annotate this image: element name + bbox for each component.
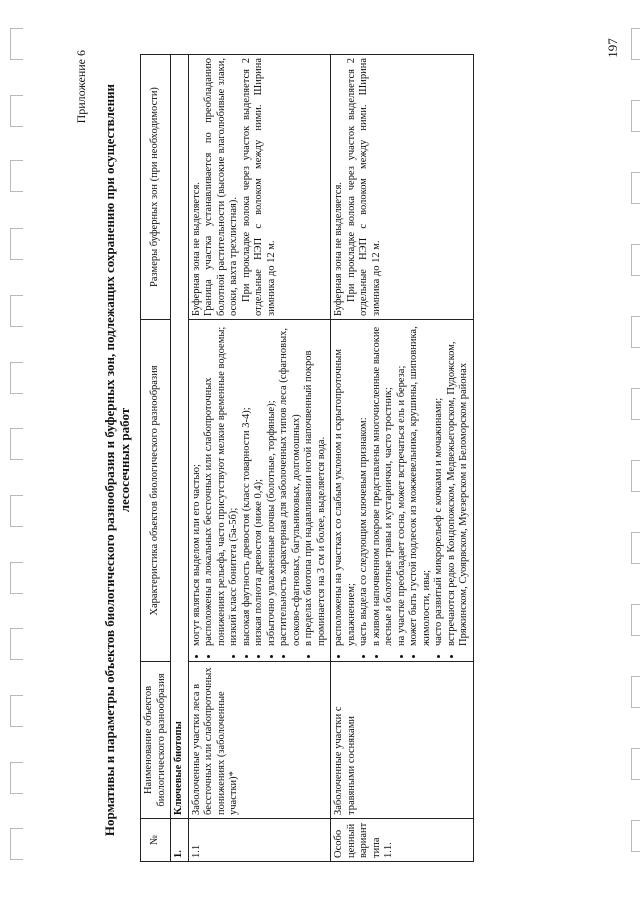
buffer-line: Буферная зона не выделяется. <box>190 182 202 316</box>
section-row <box>171 55 189 862</box>
punch-hole <box>631 388 640 420</box>
punch-hole <box>10 495 23 527</box>
list-item: • расположены в локальных бессточных или слабопроточных понижениях рельефа, часто присутствуют мелкие временные водоемы; <box>203 323 228 646</box>
punch-hole <box>631 28 640 60</box>
list-item: • избыточно увлажненные почвы (болотные, торфяные); <box>266 323 279 646</box>
list-item: • может быть густой подлесок из можжевельника, крушины, шиповника, жимолости, ивы; <box>408 323 433 646</box>
punch-hole <box>10 95 23 127</box>
row-buffer-zone <box>188 55 331 320</box>
section-number: 1. <box>171 819 189 862</box>
punch-hole <box>10 228 23 260</box>
row-number: 1.1 <box>188 819 331 862</box>
buffer-line: При прокладке волока через участок выделяется 2 отдельные НЭП с волоком между ними. Ширина зимника до 12 м. <box>345 58 382 316</box>
punch-hole <box>631 172 640 204</box>
biodiversity-table <box>140 54 474 862</box>
row-object-name: Заболоченные участки с травяными сосняками <box>331 662 474 819</box>
table-header-row <box>141 55 171 862</box>
list-item: • в живом напочвенном покрове представлены многочисленные высокие лесные и болотные травы и кустарнички, часто тростник; <box>371 323 396 646</box>
punch-hole <box>10 695 23 727</box>
table-row <box>331 55 474 862</box>
header-number: № <box>141 819 171 862</box>
list-item: • низкая полнота древостоя (ниже 0,4); <box>253 323 266 646</box>
punch-hole <box>631 820 640 852</box>
section-label: Ключевые биотопы <box>171 55 189 819</box>
appendix-label: Приложение 6 <box>74 50 88 124</box>
punch-hole <box>10 28 23 60</box>
punch-hole <box>10 628 23 660</box>
punch-hole <box>10 160 23 192</box>
punch-hole <box>10 428 23 460</box>
buffer-line: Буферная зона не выделяется. <box>333 182 344 316</box>
punch-hole <box>631 460 640 492</box>
punch-hole <box>631 532 640 564</box>
row-number: Особо ценный вариант типа 1.1. <box>331 819 474 862</box>
list-item: • часто развитый микрорельеф с кочками и мочажинами; <box>433 323 446 646</box>
list-item: • расположены на участках со слабым уклоном и скрытопроточным увлажнением; <box>333 323 358 646</box>
punch-hole <box>631 604 640 636</box>
document-title: Нормативы и параметры объектов биологического разнообразия и буферных зон, подлежащих сохранению при осуществлении лесосечных работ <box>102 83 132 837</box>
punch-hole <box>10 362 23 394</box>
rotated-page <box>62 40 622 880</box>
row-characteristics <box>188 320 331 662</box>
header-buffer-size: Размеры буферных зон (при необходимости) <box>141 55 171 320</box>
list-item: • в пределах биотопа при надавливании ногой напочвенный покров проминается на 3 см и более, выделяется вода. <box>303 323 328 646</box>
header-characteristics: Характеристика объектов биологического разнообразия <box>141 320 171 662</box>
punch-hole <box>10 828 23 860</box>
page-number: 197 <box>604 38 620 58</box>
header-object-name: Наименование объектов биологического разнообразия <box>141 662 171 819</box>
list-item: • высокая фаутность древостоя (класс товарности 3-4); <box>241 323 254 646</box>
list-item: • на участке преобладает сосна, может встречаться ель и береза; <box>396 323 409 646</box>
punch-hole <box>10 295 23 327</box>
punch-hole <box>631 244 640 276</box>
buffer-line: При прокладке волока через участок выделяется 2 отдельные НЭП с волоком между ними. Ширина зимника до 12 м. <box>240 58 277 316</box>
punch-hole <box>10 762 23 794</box>
punch-hole <box>10 562 23 594</box>
punch-hole <box>631 748 640 780</box>
list-item: • растительность характерная для заболоченных типов леса (сфагновых, осоково-сфагновых, багульниковых, долгомошных) <box>278 323 303 646</box>
table-row <box>188 55 331 862</box>
list-item: • часть выдела со следующим ключевым признаком: <box>358 323 371 646</box>
row-characteristics <box>331 320 474 662</box>
row-buffer-zone <box>331 55 474 320</box>
punch-hole <box>631 316 640 348</box>
list-item: • низкий класс бонитета (5а-5б); <box>228 323 241 646</box>
punch-hole <box>631 100 640 132</box>
row-object-name: Заболоченные участки леса в бессточных или слабопроточных понижениях (заболоченные участки)* <box>188 662 331 819</box>
buffer-line: Граница участка устанавливается по преобладанию болотной растительности (высокие влаголюбивые злаки, осоки, вахта трехлистная). <box>203 58 239 316</box>
list-item: • могут являться выделом или его частью; <box>191 323 204 646</box>
punch-hole <box>631 676 640 708</box>
list-item: • встречаются редко в Кондопожском, Медвежьегорском, Пудожском, Пряжинском, Суоярвском, Муезерском и Беломорском районах <box>446 323 471 646</box>
